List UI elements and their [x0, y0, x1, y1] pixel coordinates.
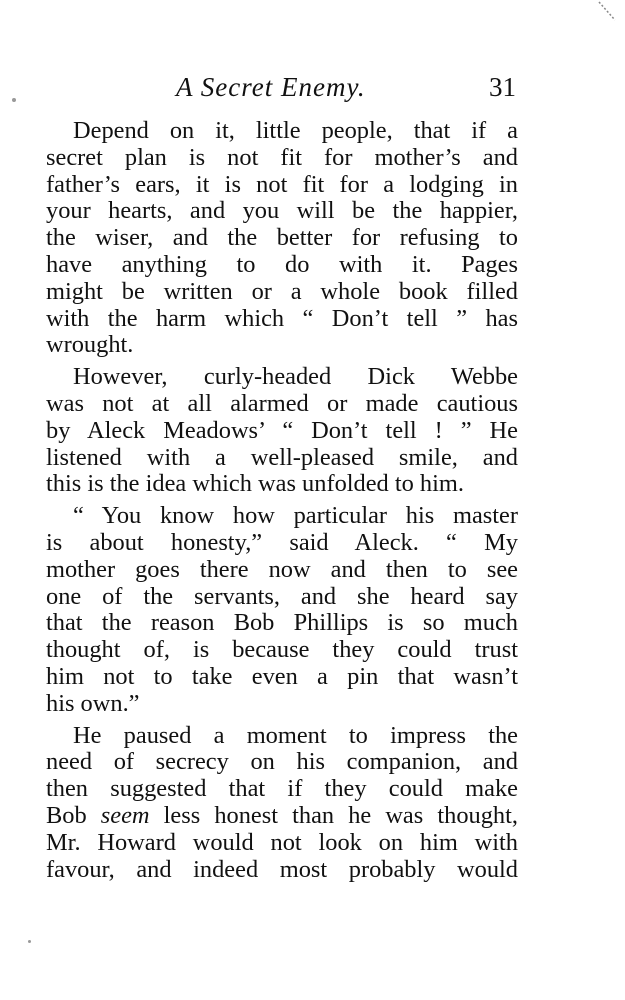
text-line: “ You know how particular his master: [73, 502, 518, 530]
text-line: one of the servants, and she heard say: [46, 582, 518, 610]
text-line: thought of, is because they could trust: [46, 636, 518, 664]
text-line: that the reason Bob Phillips is so much: [46, 609, 518, 637]
text-line: have anything to do with it. Pages: [46, 250, 518, 278]
text-line: with the harm which “ Don’t tell ” has: [46, 304, 518, 332]
text-line: wrought.: [46, 331, 134, 359]
text-line: father’s ears, it is not fit for a lodging in: [46, 170, 518, 198]
body-text: [46, 118, 518, 883]
text-line: However, curly-headed Dick Webbe: [73, 363, 518, 391]
text-line: by Aleck Meadows’ “ Don’t tell ! ” He: [46, 416, 518, 444]
page-number: 31: [489, 72, 516, 102]
text-line: He paused a moment to impress the: [73, 721, 518, 749]
page-corner-mark: [595, 0, 617, 22]
text-line: Mr. Howard would not look on him with: [46, 828, 518, 856]
text-line: might be written or a whole book filled: [46, 277, 518, 305]
page-header: [46, 72, 516, 112]
text-line: favour, and indeed most probably would: [46, 855, 518, 883]
text-line: is about honesty,” said Aleck. “ My: [46, 528, 518, 556]
specks: [28, 940, 31, 943]
specks: [12, 98, 16, 102]
text-line: secret plan is not fit for mother’s and: [46, 143, 518, 171]
text-line: listened with a well-pleased smile, and: [46, 443, 518, 471]
text-line: mother goes there now and then to see: [46, 555, 518, 583]
text-line: this is the idea which was unfolded to him.: [46, 470, 464, 498]
text-line: need of secrecy on his companion, and: [46, 748, 518, 776]
text-line: Depend on it, little people, that if a: [73, 117, 518, 144]
text-line: his own.”: [46, 689, 140, 717]
running-title: A Secret Enemy.: [176, 72, 366, 102]
text-line: him not to take even a pin that wasn’t: [46, 662, 518, 690]
text-line: was not at all alarmed or made cautious: [46, 389, 518, 417]
emphasized-word: seem: [100, 801, 150, 829]
text-line: the wiser, and the better for refusing to: [46, 224, 518, 252]
text-line: your hearts, and you will be the happier,: [46, 197, 518, 225]
text-line: then suggested that if they could make: [46, 775, 518, 803]
text-line: Bob seem less honest than he was thought,: [46, 801, 518, 829]
